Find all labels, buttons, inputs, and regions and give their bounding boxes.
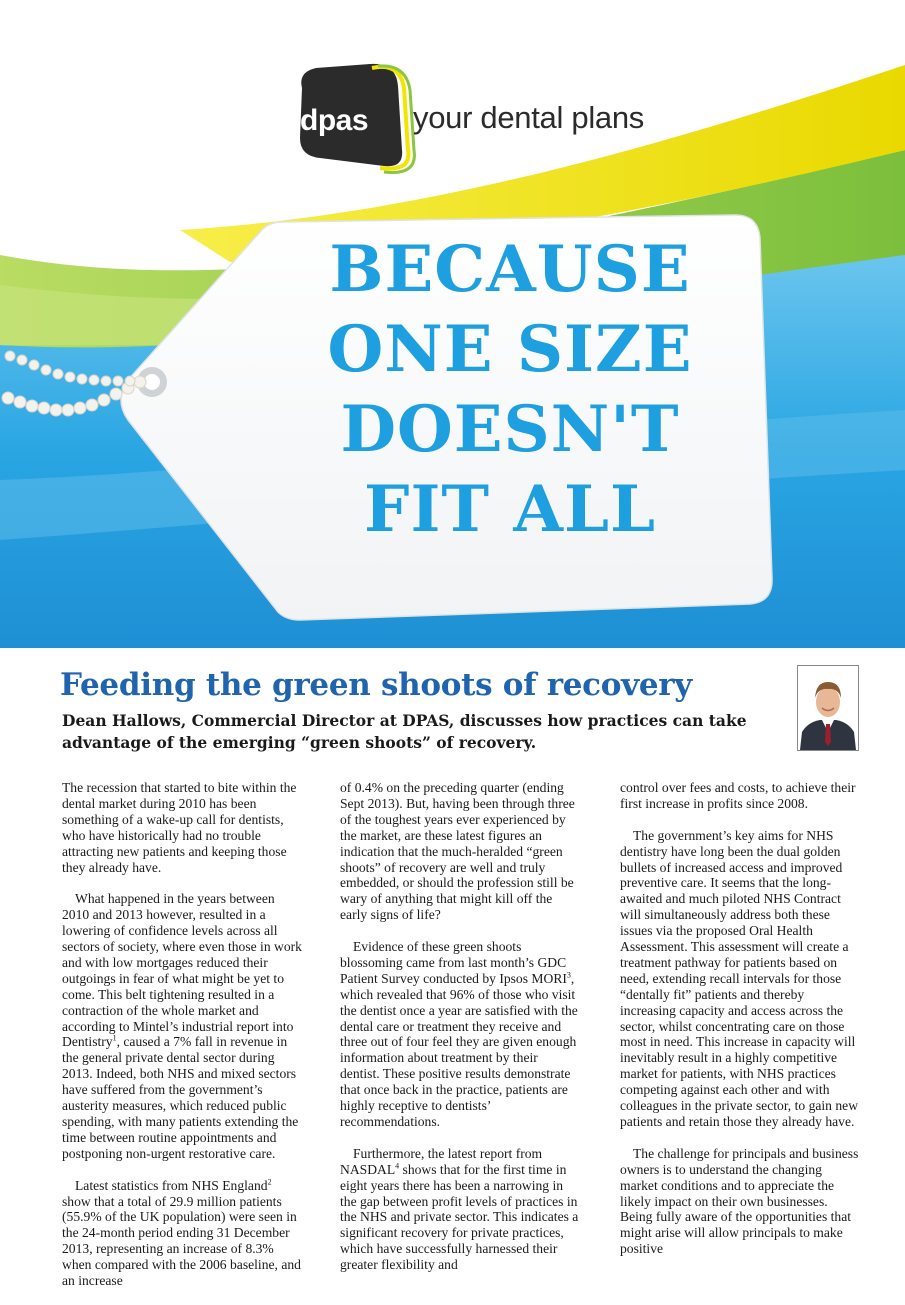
- paragraph: The challenge for principals and business owners is to understand the changing market conditions and to appreciate the likely impact on their own businesses. Being fully aware of the opportunities that might arise will allow principals to make positive: [620, 1145, 859, 1257]
- paragraph-text: Latest statistics from NHS England: [75, 1177, 268, 1193]
- dpas-logo-text: dpas: [300, 104, 369, 137]
- author-photo: [797, 665, 859, 751]
- tagline: your dental plans: [413, 100, 645, 135]
- article-column-3: [620, 780, 860, 1273]
- paragraph-text: show that a total of 29.9 million patients (55.9% of the UK population) were seen in the 24-month period ending 31 December 2013, representing an increase of 8.3% when compared with the 2006 baseline, and an increase: [62, 1193, 301, 1289]
- paragraph-text: What happened in the years between 2010 and 2013 however, resulted in a lowering of confidence levels across all sectors of society, where even those in work and with low mortgages reduced their outgoings in fear of what might be yet to come. This belt tightening resulted in a contraction of the whole market and according to Mintel’s industrial report into Dentistry: [62, 891, 302, 1050]
- article-title: Feeding the green shoots of recovery: [60, 667, 692, 703]
- headline-line-2: ONE SIZE: [327, 312, 693, 387]
- paragraph: [340, 939, 580, 1130]
- article-column-2: [340, 780, 580, 1289]
- hero-banner: [0, 0, 905, 648]
- article-standfirst: Dean Hallows, Commercial Director at DPAS, discusses how practices can take advantage of the emerging “green shoots” of recovery.: [62, 711, 747, 752]
- paragraph: [62, 891, 302, 1161]
- headline-line-1: BECAUSE: [329, 232, 691, 307]
- article-column-1: [62, 780, 302, 1305]
- paragraph-text: shows that for the first time in eight years there has been a narrowing in the gap between profit levels of practices in the NHS and private sector. This indicates a significant recovery for private practices, which have successfully harnessed their greater flexibility and: [340, 1161, 579, 1273]
- footnote-ref: 4: [395, 1161, 400, 1171]
- paragraph-text: Furthermore, the latest report from NASDAL: [340, 1145, 543, 1177]
- footnote-ref: 1: [112, 1033, 117, 1043]
- paragraph: The government’s key aims for NHS dentistry have long been the dual golden bullets of increased access and improved preventive care. It seems that the long-awaited and much piloted NHS Contract will simultaneously address both these issues via the proposed Oral Health Assessment. This assessment will create a treatment pathway for patients based on need, extending recall intervals for those “dentally fit” patients and thereby increasing capacity and access across the sector, whilst concentrating care on those most in need. This increase in capacity will inevitably result in a highly competitive market for patients, with NHS practices competing against each other and with colleagues in the private sector, to gain new patients and retain those they already have.: [620, 827, 859, 1130]
- paragraph-text: Evidence of these green shoots blossoming came from last month’s GDC Patient Survey conducted by Ipsos MORI: [340, 939, 567, 986]
- paragraph: [62, 1178, 302, 1289]
- paragraph: control over fees and costs, to achieve their first increase in profits since 2008.: [620, 780, 856, 811]
- headline-line-4: FIT ALL: [364, 472, 656, 547]
- footnote-ref: 3: [566, 970, 571, 980]
- paragraph-text: , which revealed that 96% of those who visit the dentist once a year are satisfied with the dental care or treatment they receive and three out of four feel they are given enough information about treatment by their dentist. These positive results demonstrate that once back in the practice, patients are highly receptive to dentists’ recommendations.: [340, 970, 578, 1130]
- paragraph-text: , caused a 7% fall in revenue in the general private dental sector during 2013. Indeed, both NHS and mixed sectors have suffered from the government’s austerity measures, which reduced public spending, with many patients extending the time between routine appointments and postponing non-urgent restorative care.: [62, 1034, 299, 1161]
- paragraph: [340, 1146, 580, 1273]
- paragraph: of 0.4% on the preceding quarter (ending Sept 2013). But, having been through three of the toughest years ever experienced by the market, are these latest figures an indication that the much-heralded “green shoots” of recovery are well and truly embedded, or should the profession still be wary of anything that might kill off the early signs of life?: [340, 780, 575, 923]
- footnote-ref: 2: [267, 1177, 272, 1187]
- paragraph: The recession that started to bite within the dental market during 2010 has been something of a wake-up call for dentists, who have historically had no trouble attracting new patients and keeping those they already have.: [62, 780, 297, 875]
- headline-line-3: DOESN'T: [340, 392, 680, 467]
